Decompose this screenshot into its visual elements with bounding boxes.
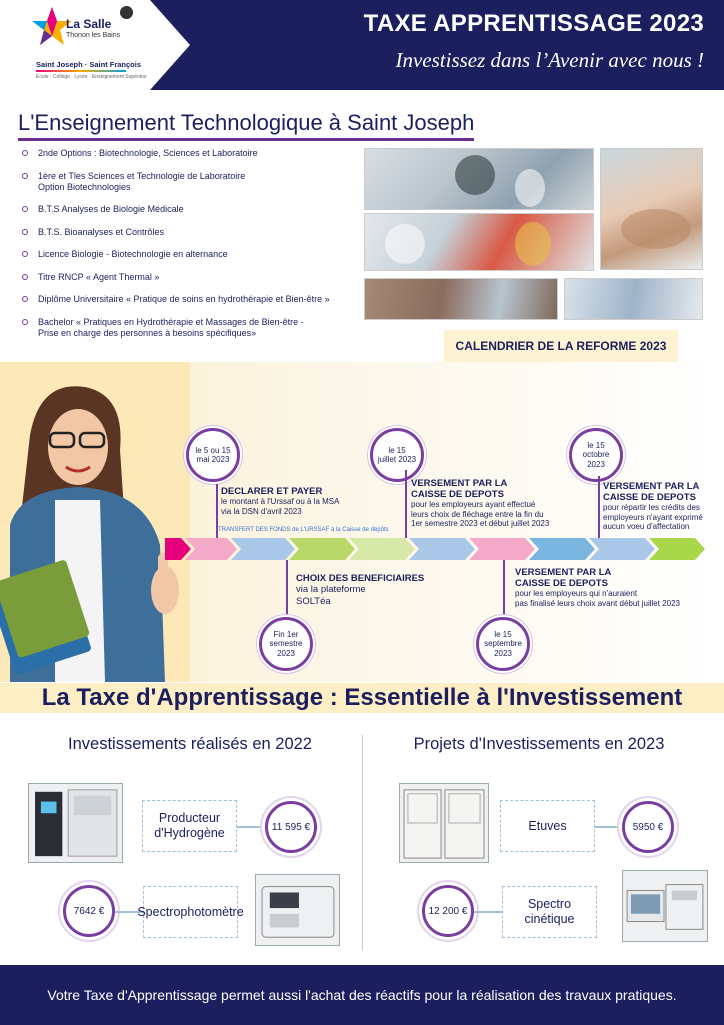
massage-photo <box>600 148 703 270</box>
logo-levels: École · Collège · Lycée · Enseignement Supérieur <box>36 74 147 80</box>
formation-item: Titre RNCP « Agent Thermal » <box>20 272 360 283</box>
spectrophotometre-label <box>137 886 244 938</box>
event-text: pour les employeurs qui n'auraient pas finalisé leurs choix avant début juillet 2023 <box>515 589 680 608</box>
page-title: TAXE APPRENTISSAGE 2023 <box>363 10 704 37</box>
date-text: le 5 ou 15 mai 2023 <box>195 445 231 464</box>
timeline-connector <box>598 476 600 538</box>
label-text: Producteur d'Hydrogène <box>154 811 225 840</box>
lab-photo-3 <box>564 278 703 320</box>
date-text: le 15 juillet 2023 <box>377 445 417 464</box>
date-text: le 15 octobre 2023 <box>582 440 610 469</box>
formation-item: B.T.S Analyses de Biologie Médicale <box>20 204 360 215</box>
date-circle-mai <box>186 428 240 482</box>
connector-line <box>474 911 504 913</box>
date-circle-septembre <box>476 617 530 671</box>
event-text: pour répartir les crédits des employeurs n'ayant exprimé aucun voeu d'affectation <box>603 503 703 531</box>
spectro-cinetique-image <box>622 870 708 942</box>
event-versement-octobre <box>603 481 703 532</box>
logo-schools: Saint Joseph · Saint François <box>36 60 142 69</box>
formation-item: Bachelor « Pratiques en Hydrothérapie et Massages de Bien-être - Prise en charge des personnes à besoins spécifiques» <box>20 317 360 339</box>
formations-list <box>20 148 360 350</box>
formation-item: Licence Biologie - Biotechnologie en alternance <box>20 249 360 260</box>
event-title: CHOIX DES BENEFICIAIRES <box>296 573 425 584</box>
date-circle-octobre <box>569 428 623 482</box>
formation-item: Diplôme Universitaire « Pratique de soins en hydrothérapie et Bien-être » <box>20 294 360 305</box>
price-etuves <box>622 801 674 853</box>
event-text: le montant à l'Urssaf ou à la MSA via la DSN d'avril 2023 <box>221 497 340 516</box>
price-hydrogen <box>265 801 317 853</box>
timeline-connector <box>405 470 407 538</box>
timeline-connector <box>216 484 218 538</box>
badge-icon <box>120 6 133 19</box>
transfert-note: TRANSFERT DES FONDS de L'URSSAF à la Caisse de dépôts <box>218 527 389 533</box>
hydrogen-producer-image <box>28 783 123 863</box>
page-subtitle: Investissez dans l’Avenir avec nous ! <box>395 48 704 72</box>
spectrophotometre-image <box>255 874 340 946</box>
date-circle-juillet <box>370 428 424 482</box>
logo-rainbow-line <box>36 70 126 72</box>
student-illustration <box>0 375 190 682</box>
projects-2023-title: Projets d'Investissements en 2023 <box>413 735 665 753</box>
footer-banner: Votre Taxe d'Apprentissage permet aussi l'achat des réactifs pour la réalisation des travaux pratiques. <box>0 965 724 1025</box>
connector-line <box>237 826 267 828</box>
timeline-connector <box>286 560 288 617</box>
investments-2022-title: Investissements réalisés en 2022 <box>68 735 312 753</box>
etuves-label <box>500 800 595 852</box>
logo-name: La Salle <box>66 17 112 31</box>
price-text: 7642 € <box>73 905 105 917</box>
event-title: VERSEMENT PAR LA CAISSE DE DEPOTS <box>515 567 612 589</box>
timeline-arrow-bar <box>165 538 705 560</box>
lab-photo-2 <box>364 213 594 271</box>
formation-item: 1ère et Tles Sciences et Technologie de Laboratoire Option Biotechnologies <box>20 171 360 193</box>
formation-item: B.T.S. Bioanalyses et Contrôles <box>20 227 360 238</box>
event-versement-septembre <box>515 567 680 608</box>
section-title-formations: L'Enseignement Technologique à Saint Joseph <box>18 110 474 141</box>
headline: La Taxe d'Apprentissage : Essentielle à l'Investissement <box>41 684 683 711</box>
spectro-cinetique-label <box>502 886 597 938</box>
event-declarer <box>221 486 339 516</box>
event-title: VERSEMENT PAR LA CAISSE DE DEPOTS <box>603 481 700 503</box>
hydrogen-producer-label <box>142 800 237 852</box>
date-text: le 15 septembre 2023 <box>484 629 522 658</box>
event-versement-juillet <box>411 478 549 529</box>
formation-item: 2nde Options : Biotechnologie, Sciences et Laboratoire <box>20 148 360 159</box>
price-text: 12 200 € <box>428 905 468 917</box>
price-spectrophotometre <box>63 885 115 937</box>
logo-subtitle: Thonon les Bains <box>66 32 121 39</box>
event-title: VERSEMENT PAR LA CAISSE DE DEPOTS <box>411 478 508 500</box>
event-title: DECLARER ET PAYER <box>221 486 323 497</box>
label-text: Etuves <box>528 818 567 833</box>
event-text: pour les employeurs ayant effectué leurs choix de fléchage entre la fin du 1er semestre 2023 et début juillet 2023 <box>411 500 550 528</box>
price-spectro-cinetique <box>422 885 474 937</box>
label-text: Spectrophotomètre <box>137 904 244 919</box>
spa-photo <box>364 278 558 320</box>
label-text: Spectro cinétique <box>524 897 575 926</box>
timeline-connector <box>503 560 505 617</box>
price-text: 5950 € <box>632 821 664 833</box>
column-divider <box>362 735 363 950</box>
date-circle-semestre <box>259 617 313 671</box>
lab-photo-1 <box>364 148 594 210</box>
etuves-image <box>399 783 489 863</box>
calendar-label: CALENDRIER DE LA REFORME 2023 <box>444 330 678 363</box>
date-text: Fin 1er semestre 2023 <box>269 629 303 658</box>
event-choix-beneficiaires <box>296 573 424 608</box>
event-text: via la plateforme SOLTéa <box>296 584 366 607</box>
connector-line <box>595 826 625 828</box>
price-text: 11 595 € <box>271 821 311 833</box>
